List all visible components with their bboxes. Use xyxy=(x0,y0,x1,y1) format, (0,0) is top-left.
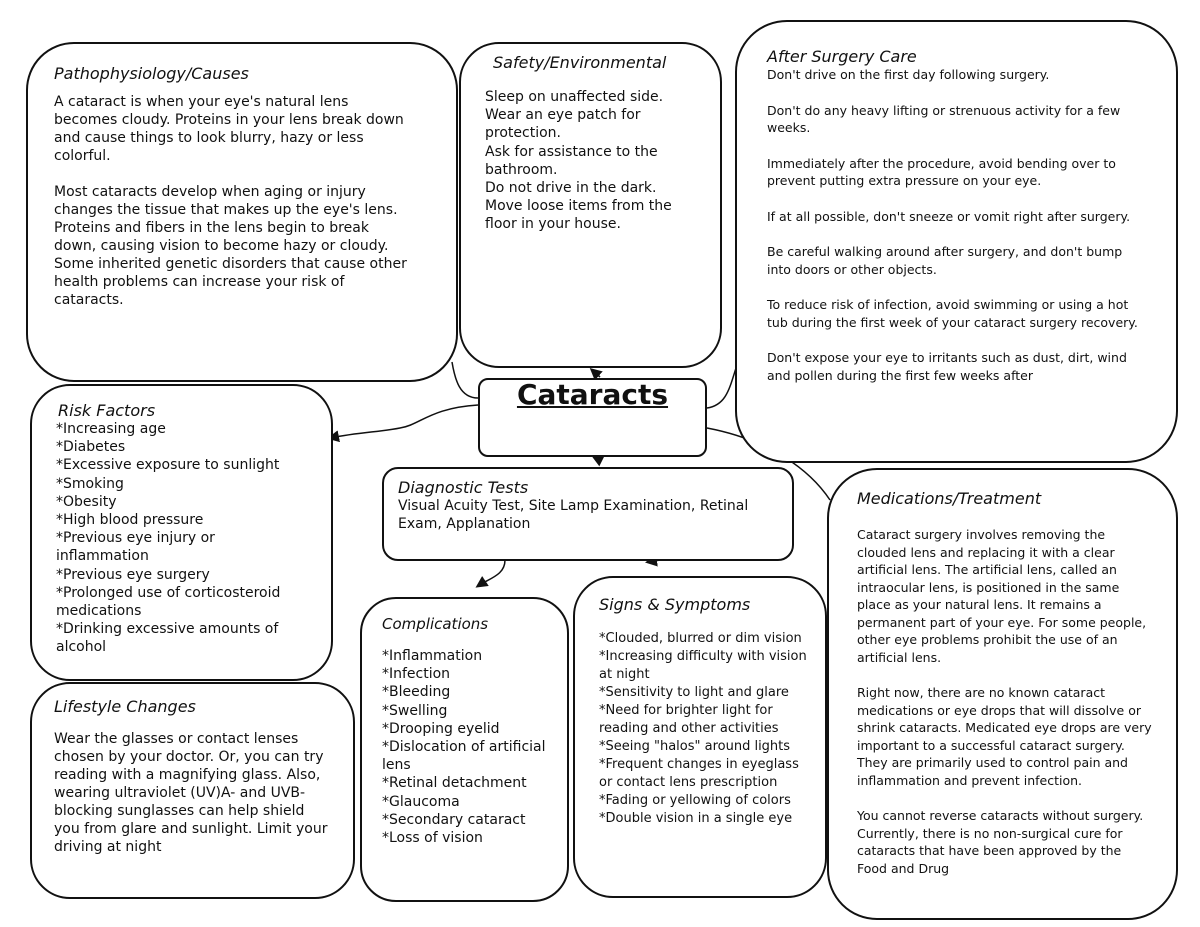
lifestyle-box xyxy=(30,682,355,899)
risk-factors-list xyxy=(56,420,311,657)
after-item: If at all possible, don't sneeze or vomit right after surgery. xyxy=(767,208,1131,224)
connector-risk xyxy=(330,405,478,438)
complications-title: Complications xyxy=(382,615,489,633)
safety-item: Wear an eye patch for protection. xyxy=(485,107,641,142)
medications-title: Medications/Treatment xyxy=(857,489,1042,508)
medications-box xyxy=(827,468,1178,920)
signs-item: *Frequent changes in eyeglass or contact lens prescription xyxy=(599,757,799,790)
connector-diagnostic xyxy=(594,457,600,460)
complication-item: *Retinal detachment xyxy=(382,775,527,792)
complication-item: *Dislocation of artificial lens xyxy=(382,739,546,774)
after-item: Don't drive on the first day following surgery. xyxy=(767,67,1050,82)
complication-item: *Bleeding xyxy=(382,684,451,701)
risk-item: *Previous eye injury or inflammation xyxy=(56,530,215,565)
after-surgery-box xyxy=(735,20,1178,463)
signs-box xyxy=(573,576,827,898)
signs-list xyxy=(599,630,809,828)
diagnostic-box xyxy=(382,467,794,561)
safety-list xyxy=(485,88,695,234)
signs-title: Signs & Symptoms xyxy=(599,595,751,614)
safety-item: Sleep on unaffected side. xyxy=(485,89,664,105)
diagnostic-title: Diagnostic Tests xyxy=(398,478,529,497)
center-node xyxy=(478,378,707,457)
signs-item: *Need for brighter light for reading and other activities xyxy=(599,703,779,736)
after-surgery-body xyxy=(767,66,1142,384)
risk-item: *Increasing age xyxy=(56,421,166,437)
safety-title: Safety/Environmental xyxy=(493,53,667,72)
connector-after xyxy=(707,362,738,408)
signs-item: *Sensitivity to light and glare xyxy=(599,685,789,700)
signs-item: *Clouded, blurred or dim vision xyxy=(599,631,802,646)
safety-box xyxy=(459,42,722,368)
patho-paragraph: A cataract is when your eye's natural lens becomes cloudy. Proteins in your lens break down and cause things to look blurry, hazy or less colorful. xyxy=(54,94,404,164)
complications-box xyxy=(360,597,569,902)
after-item: To reduce risk of infection, avoid swimming or using a hot tub during the first week of your cataract surgery recovery. xyxy=(767,297,1138,330)
complication-item: *Drooping eyelid xyxy=(382,720,500,737)
risk-factors-title: Risk Factors xyxy=(58,401,156,420)
after-item: Immediately after the procedure, avoid bending over to prevent putting extra pressure on your eye. xyxy=(767,155,1116,188)
signs-item: *Increasing difficulty with vision at night xyxy=(599,649,807,682)
complication-item: *Glaucoma xyxy=(382,793,460,810)
patho-paragraph: Most cataracts develop when aging or injury changes the tissue that makes up the eye's lens. Proteins and fibers in the lens begin to break down, causing vision to become hazy or cloudy. Some inherited genetic disorders that cause other health problems can increase your risk of cataracts. xyxy=(54,184,407,308)
safety-item: Ask for assistance to the bathroom. xyxy=(485,143,658,178)
risk-factors-box xyxy=(30,384,333,681)
complication-item: *Loss of vision xyxy=(382,830,483,847)
risk-item: *Obesity xyxy=(56,493,117,510)
risk-item: *High blood pressure xyxy=(56,512,204,529)
safety-item: Do not drive in the dark. xyxy=(485,180,657,197)
medications-paragraph: You cannot reverse cataracts without surgery. Currently, there is no non-surgical cure for cataracts that have been approved by the Food and Drug xyxy=(857,808,1144,876)
signs-item: *Double vision in a single eye xyxy=(599,811,793,826)
after-item: Be careful walking around after surgery, and don't bump into doors or other objects. xyxy=(767,244,1123,277)
patho-body xyxy=(54,93,409,309)
complications-list xyxy=(382,647,552,847)
signs-item: *Fading or yellowing of colors xyxy=(599,793,791,808)
complication-item: *Infection xyxy=(382,666,451,683)
complication-item: *Inflammation xyxy=(382,648,483,664)
signs-item: *Seeing "halos" around lights xyxy=(599,739,791,754)
connector-safety xyxy=(592,370,600,377)
after-item: Don't do any heavy lifting or strenuous activity for a few weeks. xyxy=(767,102,1121,135)
risk-item: *Previous eye surgery xyxy=(56,566,210,583)
risk-item: *Smoking xyxy=(56,475,124,492)
medications-paragraph: Cataract surgery involves removing the clouded lens and replacing it with a clear artificial lens. The artificial lens, called an intraocular lens, is positioned in the same place as your natural lens. It remains a permanent part of your eye. For some people, other eye problems prohibit the use of an artificial lens. xyxy=(857,527,1147,665)
safety-item: Move loose items from the floor in your house. xyxy=(485,198,672,233)
complication-item: *Swelling xyxy=(382,702,448,719)
connector-complications xyxy=(478,560,505,586)
risk-item: *Excessive exposure to sunlight xyxy=(56,457,280,474)
medications-body xyxy=(857,526,1153,877)
after-item: Don't expose your eye to irritants such as dust, dirt, wind and pollen during the first few weeks after xyxy=(767,350,1127,383)
center-title: Cataracts xyxy=(516,378,669,411)
risk-item: *Diabetes xyxy=(56,439,126,456)
patho-title: Pathophysiology/Causes xyxy=(54,64,249,83)
complication-item: *Secondary cataract xyxy=(382,811,526,828)
lifestyle-title: Lifestyle Changes xyxy=(54,697,196,716)
diagnostic-text: Visual Acuity Test, Site Lamp Examination, Retinal Exam, Applanation xyxy=(398,498,749,532)
lifestyle-text: Wear the glasses or contact lenses chosen by your doctor. Or, you can try reading with a magnifying glass. Also, wearing ultraviolet (UV)A- and UVB-blocking sunglasses can help shield you from glare and sunlight. Limit your driving at night xyxy=(54,731,328,855)
medications-paragraph: Right now, there are no known cataract medications or eye drops that will dissolve or shrink cataracts. Medicated eye drops are very important to a successful cataract surgery. They are primarily used to control pain and inflammation and prevent infection. xyxy=(857,685,1152,788)
risk-item: *Prolonged use of corticosteroid medications xyxy=(56,584,281,620)
after-surgery-title: After Surgery Care xyxy=(767,47,917,66)
risk-item: *Drinking excessive amounts of alcohol xyxy=(56,621,279,656)
patho-box xyxy=(26,42,458,382)
connector-patho xyxy=(452,362,478,398)
